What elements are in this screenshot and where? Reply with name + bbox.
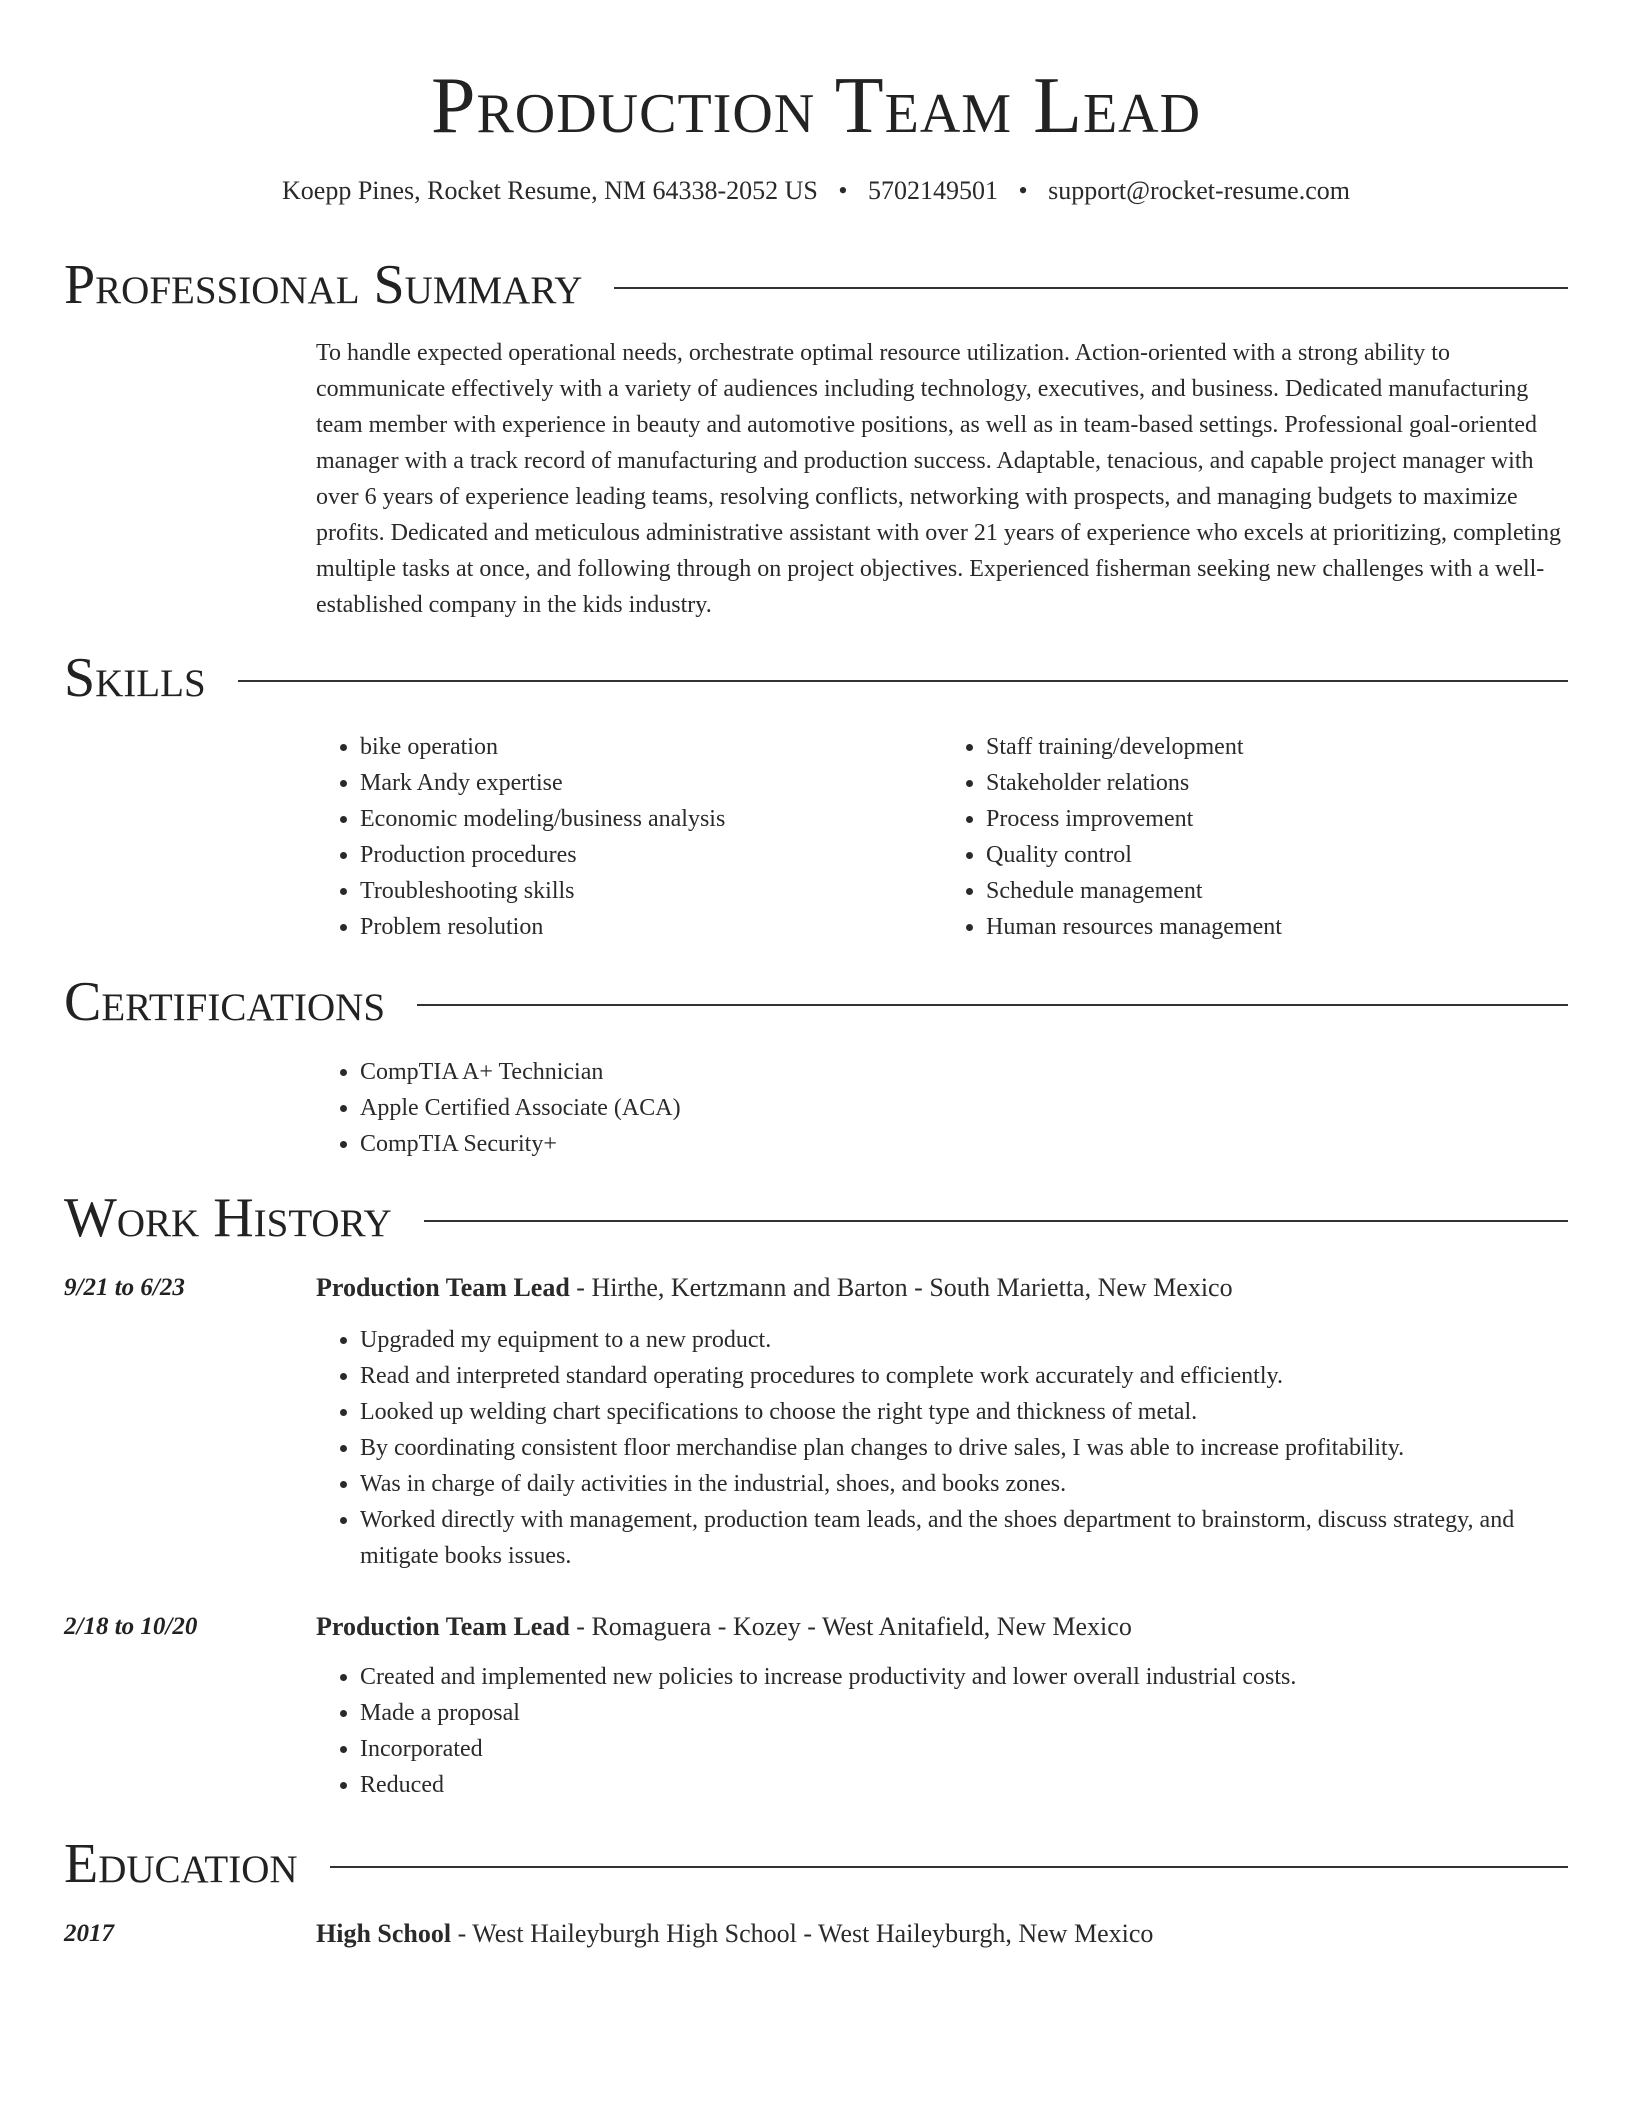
job-dates: 9/21 to 6/23 (64, 1274, 185, 1301)
certifications-heading: Certifications (64, 971, 386, 1033)
skill-item: • Staff training/development (986, 729, 1568, 765)
skills-section-header (64, 648, 1568, 708)
job-employer: - Hirthe, Kertzmann and Barton - South Marietta, New Mexico (569, 1273, 1233, 1302)
skill-item: • Quality control (986, 837, 1568, 873)
skills-heading: Skills (64, 647, 206, 709)
skill-item: • Process improvement (986, 801, 1568, 837)
certification-item: • CompTIA Security+ (360, 1126, 1568, 1162)
job-entry (316, 1609, 1568, 1803)
summary-heading: Professional Summary (64, 254, 583, 316)
job-bullet: • Looked up welding chart specifications to choose the right type and thickness of metal. (360, 1394, 1568, 1430)
section-divider (417, 1004, 1568, 1006)
section-divider (330, 1866, 1568, 1868)
job-bullet: • Incorporated (360, 1731, 1568, 1767)
certifications-block (316, 1054, 1568, 1162)
job-bullet: • Reduced (360, 1767, 1568, 1803)
resume-name: Production Team Lead (430, 62, 1202, 150)
contact-phone: 5702149501 (867, 176, 998, 205)
education-year: 2017 (64, 1920, 114, 1947)
section-divider (614, 287, 1568, 289)
skill-item: • Human resources management (986, 909, 1568, 945)
skill-item: • Mark Andy expertise (360, 765, 942, 801)
job-header (316, 1609, 1568, 1645)
job-bullet: • Worked directly with management, production team leads, and the shoes department to brainstorm, discuss strategy, and mitigate books issues. (360, 1502, 1568, 1574)
work-section-header (64, 1188, 1568, 1248)
job-bullets (316, 1659, 1568, 1803)
section-divider (424, 1220, 1568, 1222)
job-bullets (316, 1322, 1568, 1574)
summary-block (316, 335, 1568, 623)
contact-separator: • (1018, 176, 1028, 205)
summary-text: To handle expected operational needs, orchestrate optimal resource utilization. Action-oriented with a strong ability to communicate effectively with a variety of audiences including technology, executives, and business. Dedicated manufacturing team member with experience in beauty and automotive positions, as well as in team-based settings. Professional goal-oriented manager with a track record of manufacturing and production success. Adaptable, tenacious, and capable project manager with over 6 years of experience leading teams, resolving conflicts, networking with prospects, and managing budgets to maximize profits. Dedicated and meticulous administrative assistant with over 21 years of experience who excels at prioritizing, completing multiple tasks at once, and following through on project objectives. Experienced fisherman seeking new challenges with a well-established company in the kids industry. (316, 340, 1561, 618)
certifications-list (316, 1054, 1568, 1162)
contact-line (0, 174, 1632, 208)
work-heading: Work History (64, 1187, 392, 1249)
skill-item: • Stakeholder relations (986, 765, 1568, 801)
education-heading: Education (64, 1833, 298, 1895)
skill-item: • Troubleshooting skills (360, 873, 942, 909)
skills-list-right (942, 729, 1568, 945)
job-title: Production Team Lead (316, 1612, 570, 1641)
education-section-header (64, 1834, 1568, 1894)
job-entry (316, 1270, 1568, 1574)
job-title: Production Team Lead (316, 1273, 570, 1302)
skill-item: • bike operation (360, 729, 942, 765)
certification-item: • Apple Certified Associate (ACA) (360, 1090, 1568, 1126)
contact-separator: • (838, 176, 848, 205)
section-divider (238, 680, 1568, 682)
education-header (316, 1916, 1568, 1952)
job-bullet: • Upgraded my equipment to a new product. (360, 1322, 1568, 1358)
education-entry (316, 1916, 1568, 1952)
skill-item: • Production procedures (360, 837, 942, 873)
skill-item: • Problem resolution (360, 909, 942, 945)
certification-item: • CompTIA A+ Technician (360, 1054, 1568, 1090)
job-dates: 2/18 to 10/20 (64, 1613, 198, 1640)
job-employer: - Romaguera - Kozey - West Anitafield, New Mexico (569, 1612, 1132, 1641)
job-bullet: • By coordinating consistent floor merchandise plan changes to drive sales, I was able to increase profitability. (360, 1430, 1568, 1466)
job-header (316, 1270, 1568, 1306)
job-bullet: • Was in charge of daily activities in the industrial, shoes, and books zones. (360, 1466, 1568, 1502)
certifications-section-header (64, 972, 1568, 1032)
skill-item: • Economic modeling/business analysis (360, 801, 942, 837)
job-bullet: • Made a proposal (360, 1695, 1568, 1731)
job-bullet: • Read and interpreted standard operating procedures to complete work accurately and efficiently. (360, 1358, 1568, 1394)
skills-block (316, 729, 1568, 945)
contact-email: support@rocket-resume.com (1048, 176, 1350, 205)
contact-address: Koepp Pines, Rocket Resume, NM 64338-2052 US (282, 176, 818, 205)
job-bullet: • Created and implemented new policies to increase productivity and lower overall industrial costs. (360, 1659, 1568, 1695)
skills-list-left (316, 729, 942, 945)
education-degree: High School (316, 1919, 452, 1948)
education-school: - West Haileyburgh High School - West Haileyburgh, New Mexico (451, 1919, 1154, 1948)
summary-section-header (64, 255, 1568, 315)
skill-item: • Schedule management (986, 873, 1568, 909)
